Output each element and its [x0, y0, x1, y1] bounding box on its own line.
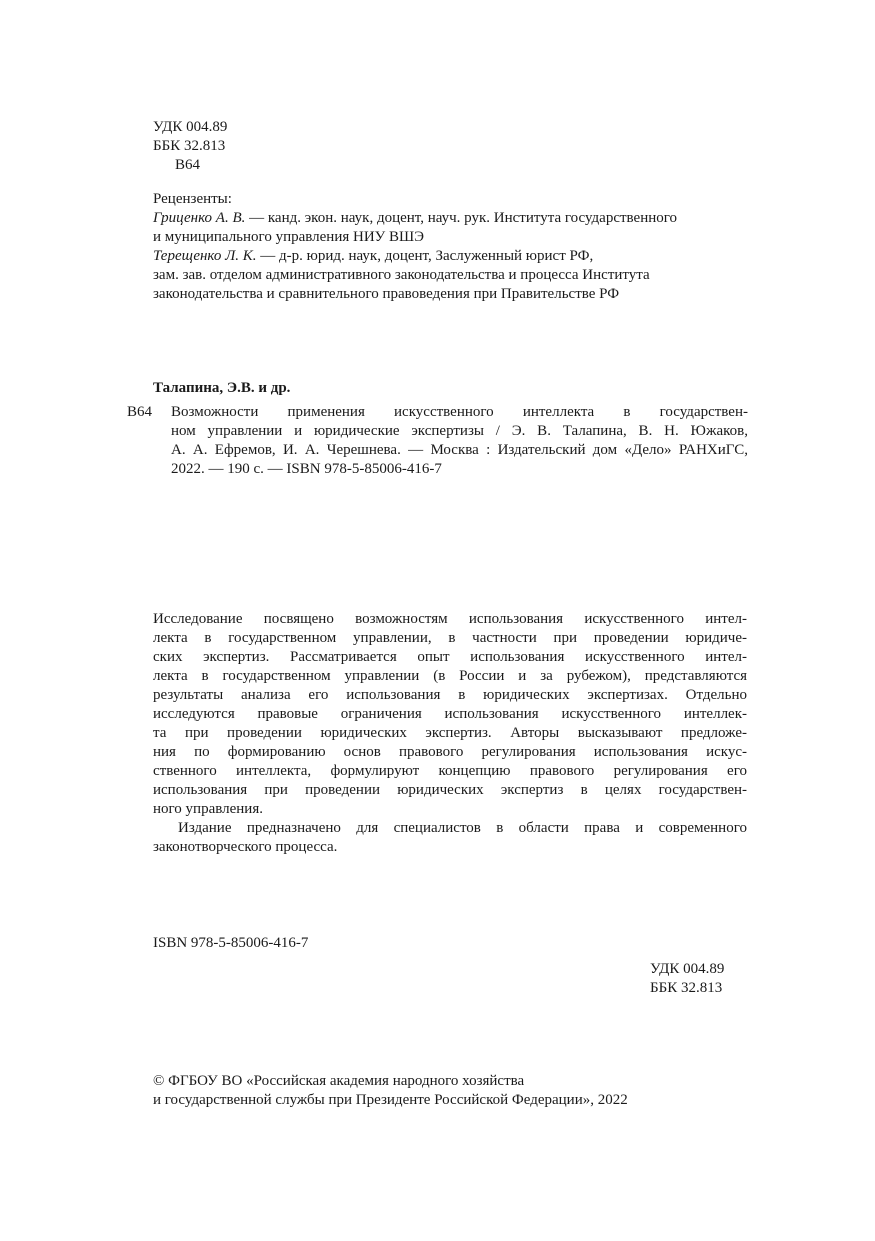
audience-line: Издание предназначено для специалистов в области права и современного [178, 820, 747, 836]
abstract-block [153, 610, 747, 857]
bib-line: ном управлении и юридические экспертизы / Э. В. Талапина, В. Н. Южаков, [171, 423, 748, 439]
abstract-line: результаты анализа его использования в юридических экспертизах. Отдельно [153, 687, 747, 703]
bib-line: Возможности применения искусственного интеллекта в государствен- [171, 404, 748, 420]
abstract-line: Исследование посвящено возможностям использования искусственного интел- [153, 611, 747, 627]
bottom-udk-code: УДК 004.89 [650, 961, 725, 977]
audience-line: законотворческого процесса. [153, 839, 338, 855]
abstract-line: исследуются правовые ограничения использования искусственного интеллек- [153, 706, 747, 722]
abstract-line: лекта в государственном управлении, в частности при проведении юридиче- [153, 630, 747, 646]
abstract-line: та при проведении юридических экспертиз. Авторы высказывают предложе- [153, 725, 747, 741]
reviewer-2-affiliation-1: зам. зав. отделом административного законодательства и процесса Института [153, 267, 650, 283]
abstract-line: ских экспертиз. Рассматривается опыт использования искусственного интел- [153, 649, 747, 665]
abstract-line: лекта в государственном управлении (в России и за рубежом), представляются [153, 668, 747, 684]
classification-block [153, 118, 227, 175]
reviewer-2 [153, 247, 753, 266]
author-mark: В64 [175, 157, 201, 173]
bottom-bbk-code: ББК 32.813 [650, 980, 723, 996]
bibliographic-record [171, 403, 748, 479]
reviewer-1 [153, 209, 753, 228]
copyright-block [153, 1072, 713, 1110]
abstract-line: использования при проведении юридических экспертиз в целях государствен- [153, 782, 747, 798]
reviewers-heading: Рецензенты: [153, 191, 232, 207]
reviewers-block [153, 190, 753, 304]
bibliography-author: Талапина, Э.В. и др. [153, 380, 291, 396]
abstract-line: ственного интеллекта, формулируют концепцию правового регулирования его [153, 763, 747, 779]
isbn: ISBN 978-5-85006-416-7 [153, 935, 309, 951]
abstract-line: ного управления. [153, 801, 263, 817]
reviewer-1-name: Гриценко А. В. [153, 210, 246, 226]
bibliography-code: В64 [127, 404, 153, 420]
copyright-line-1: © ФГБОУ ВО «Российская академия народного хозяйства [153, 1073, 525, 1089]
copyright-line-2: и государственной службы при Президенте Российской Федерации», 2022 [153, 1092, 628, 1108]
bbk-code: ББК 32.813 [153, 138, 226, 154]
reviewer-2-name: Терещенко Л. К. [153, 248, 257, 264]
bib-line: А. А. Ефремов, И. А. Черешнева. — Москва : Издательский дом «Дело» РАНХиГС, [171, 442, 748, 458]
udk-code: УДК 004.89 [153, 119, 228, 135]
bottom-classification-block [650, 960, 724, 998]
bib-line: 2022. — 190 с. — ISBN 978-5-85006-416-7 [171, 461, 442, 477]
reviewer-1-affiliation: и муниципального управления НИУ ВШЭ [153, 229, 425, 245]
abstract-line: ния по формированию основ правового регулирования использования искус- [153, 744, 747, 760]
reviewer-1-details: — канд. экон. наук, доцент, науч. рук. Института государственного [245, 210, 678, 226]
reviewer-2-affiliation-2: законодательства и сравнительного правоведения при Правительстве РФ [153, 286, 620, 302]
reviewer-2-details: — д-р. юрид. наук, доцент, Заслуженный юрист РФ, [256, 248, 594, 264]
